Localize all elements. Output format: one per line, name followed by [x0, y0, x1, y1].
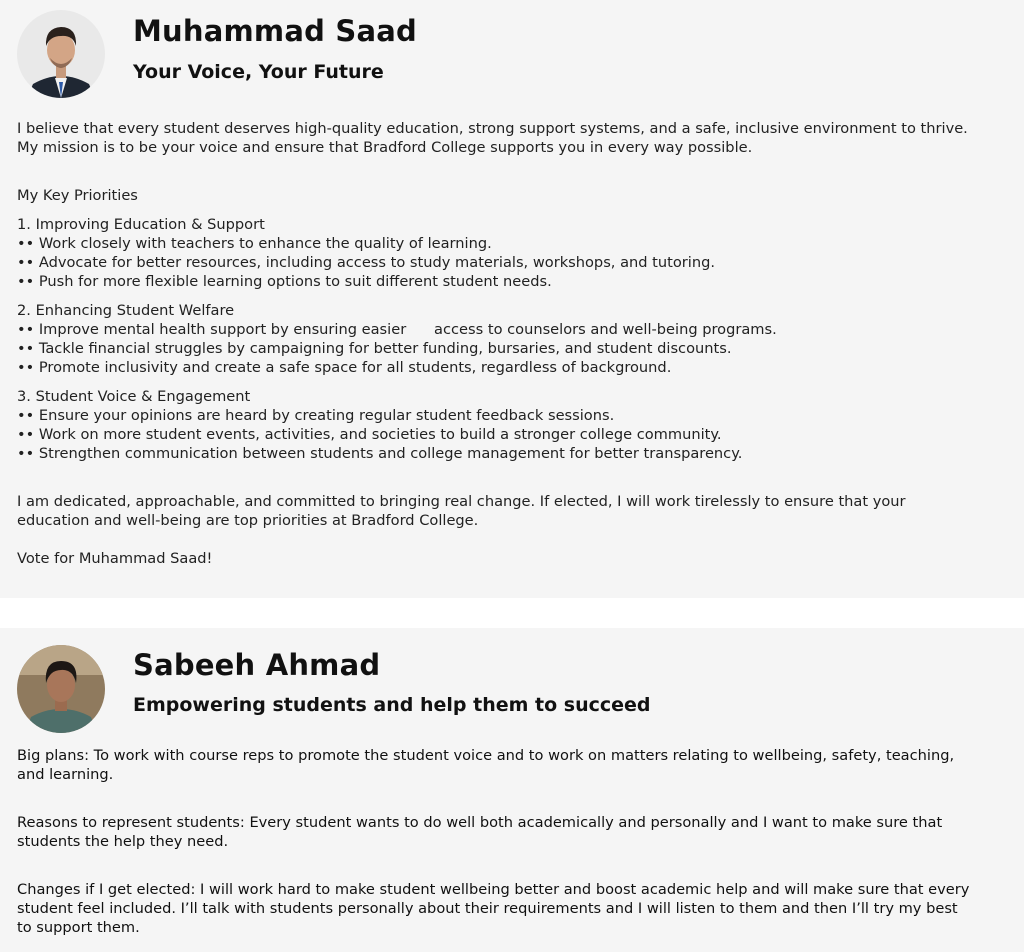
changes-line: to support them. [17, 919, 140, 936]
priority-title: 2. Enhancing Student Welfare [17, 302, 235, 319]
big-plans-line: and learning. [17, 766, 114, 783]
priority-item: •• Work on more student events, activities, and societies to build a stronger college community. [17, 426, 722, 443]
candidate-name: Muhammad Saad [133, 14, 417, 48]
candidate-statement [0, 100, 1024, 568]
changes-line: student feel included. I’ll talk with students personally about their requirements and I will listen to them and then I’ll try my best [17, 900, 958, 917]
closing-line: education and well-being are top priorities at Bradford College. [17, 512, 479, 529]
priority-title: 3. Student Voice & Engagement [17, 388, 251, 405]
priority-item: •• Promote inclusivity and create a safe space for all students, regardless of background. [17, 359, 672, 376]
priority-item: •• Strengthen communication between students and college management for better transparency. [17, 445, 743, 462]
candidate-photo [17, 645, 105, 733]
candidate-header [0, 0, 1024, 100]
reasons-line: students the help they need. [17, 833, 229, 850]
candidate-statement [0, 746, 1024, 937]
closing-line: I am dedicated, approachable, and committed to bringing real change. If elected, I will work tirelessly to ensure that your [17, 493, 906, 510]
candidate-header [0, 628, 1024, 746]
priority-item: •• Improve mental health support by ensuring easier access to counselors and well-being programs. [17, 321, 777, 338]
priority-item: •• Tackle financial struggles by campaigning for better funding, bursaries, and student discounts. [17, 340, 732, 357]
reasons-line: Reasons to represent students: Every student wants to do well both academically and personally and I want to make sure that [17, 814, 943, 831]
intro-line: I believe that every student deserves high-quality education, strong support systems, and a safe, inclusive environment to thrive. [17, 120, 968, 137]
big-plans-line: Big plans: To work with course reps to promote the student voice and to work on matters relating to wellbeing, safety, teaching, [17, 747, 955, 764]
candidate-photo [17, 10, 105, 98]
priority-item: •• Advocate for better resources, including access to study materials, workshops, and tutoring. [17, 254, 716, 271]
priorities-heading: My Key Priorities [17, 187, 138, 204]
priority-item: •• Push for more flexible learning options to suit different student needs. [17, 273, 552, 290]
changes-line: Changes if I get elected: I will work hard to make student wellbeing better and boost academic help and will make sure that every [17, 881, 970, 898]
intro-line: My mission is to be your voice and ensure that Bradford College supports you in every way possible. [17, 139, 753, 156]
priority-item: •• Ensure your opinions are heard by creating regular student feedback sessions. [17, 407, 615, 424]
candidate-card-sabeeh-ahmad [0, 628, 1024, 952]
priority-item: •• Work closely with teachers to enhance the quality of learning. [17, 235, 492, 252]
vote-line: Vote for Muhammad Saad! [17, 550, 213, 567]
candidate-name: Sabeeh Ahmad [133, 648, 381, 682]
candidate-slogan: Empowering students and help them to succeed [133, 694, 651, 716]
priority-title: 1. Improving Education & Support [17, 216, 265, 233]
candidate-slogan: Your Voice, Your Future [133, 61, 384, 83]
